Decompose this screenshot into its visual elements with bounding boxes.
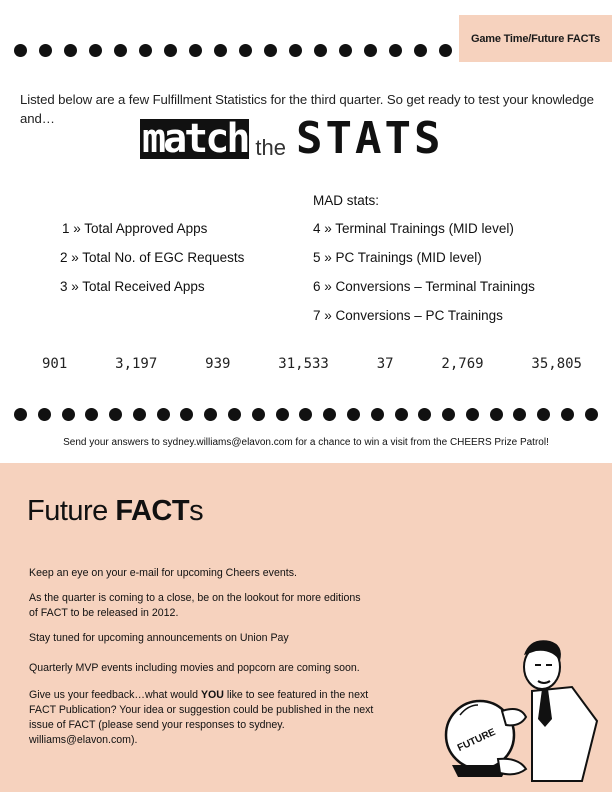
divider-dot	[414, 44, 427, 57]
stat-item-1: 1 » Total Approved Apps	[62, 221, 208, 236]
divider-dot	[85, 408, 98, 421]
divider-dot	[339, 44, 352, 57]
divider-dot	[276, 408, 289, 421]
divider-dot	[289, 44, 302, 57]
divider-dot	[537, 408, 550, 421]
divider-dot	[133, 408, 146, 421]
divider-dot	[204, 408, 217, 421]
number-value: 3,197	[115, 356, 158, 372]
crystal-ball-label: FUTURE	[455, 726, 498, 754]
divider-dot	[14, 408, 27, 421]
future-item: Keep an eye on your e-mail for upcoming Cheers events.	[29, 567, 297, 579]
divider-dot	[490, 408, 503, 421]
title-regular: Future	[27, 495, 116, 527]
match-the-stats-logo	[140, 113, 444, 164]
stat-item-3: 3 » Total Received Apps	[60, 279, 205, 294]
divider-dot	[62, 408, 75, 421]
divider-dot	[228, 408, 241, 421]
future-facts-section	[0, 463, 612, 792]
divider-dot	[395, 408, 408, 421]
logo-the: the	[255, 135, 287, 160]
mad-stats-heading: MAD stats:	[313, 193, 380, 208]
divider-dot	[180, 408, 193, 421]
divider-dot	[114, 44, 127, 57]
divider-dot	[164, 44, 177, 57]
divider-dot	[14, 44, 27, 57]
future-item: As the quarter is coming to a close, be on the lookout for more editions of FACT to be released in 2012.	[29, 592, 361, 619]
number-value: 939	[205, 356, 231, 372]
feedback-you: YOU	[200, 689, 224, 701]
divider-dot	[513, 408, 526, 421]
future-facts-title	[27, 495, 203, 528]
divider-dot	[371, 408, 384, 421]
divider-dot	[189, 44, 202, 57]
divider-dot	[561, 408, 574, 421]
divider-dot	[38, 408, 51, 421]
number-value: 37	[376, 356, 394, 372]
future-item: Quarterly MVP events including movies and popcorn are coming soon.	[29, 662, 360, 674]
feedback-pre: Give us your feedback…what would	[29, 689, 201, 701]
feedback-paragraph	[29, 688, 384, 748]
number-value: 31,533	[278, 356, 329, 372]
divider-dot	[214, 44, 227, 57]
title-tail: s	[189, 495, 204, 527]
stat-item-2: 2 » Total No. of EGC Requests	[60, 250, 245, 265]
divider-dot	[139, 44, 152, 57]
stat-item-6: 6 » Conversions – Terminal Trainings	[313, 279, 535, 294]
answer-numbers	[42, 356, 582, 372]
divider-dot	[442, 408, 455, 421]
dot-divider-bottom	[14, 408, 598, 421]
divider-dot	[109, 408, 122, 421]
divider-dot	[64, 44, 77, 57]
future-item: Stay tuned for upcoming announcements on Union Pay	[29, 632, 289, 644]
intro-text: Listed below are a few Fulfillment Statistics for the third quarter. So get ready to test your knowledge and…	[20, 92, 594, 126]
divider-dot	[299, 408, 312, 421]
stat-item-4: 4 » Terminal Trainings (MID level)	[313, 221, 514, 236]
fortune-teller-illustration	[432, 631, 602, 783]
divider-dot	[252, 408, 265, 421]
divider-dot	[89, 44, 102, 57]
divider-dot	[466, 408, 479, 421]
number-value: 901	[42, 356, 68, 372]
title-bold: FACT	[115, 495, 190, 527]
logo-match	[140, 116, 249, 162]
divider-dot	[323, 408, 336, 421]
divider-dot	[239, 44, 252, 57]
divider-dot	[39, 44, 52, 57]
logo-match-text: match	[142, 116, 248, 162]
feedback-post: like to see featured in the next FACT Publication? Your idea or suggestion could be published in the next issue of FACT (please send your responses to sydney. williams@elavon.com).	[29, 689, 374, 746]
divider-dot	[585, 408, 598, 421]
divider-dot	[264, 44, 277, 57]
stat-item-7: 7 » Conversions – PC Trainings	[313, 308, 503, 323]
divider-dot	[389, 44, 402, 57]
divider-dot	[439, 44, 452, 57]
number-value: 2,769	[441, 356, 484, 372]
send-answers-line: Send your answers to sydney.williams@elavon.com for a chance to win a visit from the CHEERS Prize Patrol!	[63, 437, 549, 448]
section-tag: Game Time/Future FACTs	[459, 15, 612, 62]
dot-divider-top	[14, 44, 452, 57]
stat-item-5: 5 » PC Trainings (MID level)	[313, 250, 482, 265]
divider-dot	[364, 44, 377, 57]
divider-dot	[157, 408, 170, 421]
number-value: 35,805	[531, 356, 582, 372]
divider-dot	[314, 44, 327, 57]
logo-stats: STATS	[296, 113, 444, 164]
divider-dot	[418, 408, 431, 421]
divider-dot	[347, 408, 360, 421]
